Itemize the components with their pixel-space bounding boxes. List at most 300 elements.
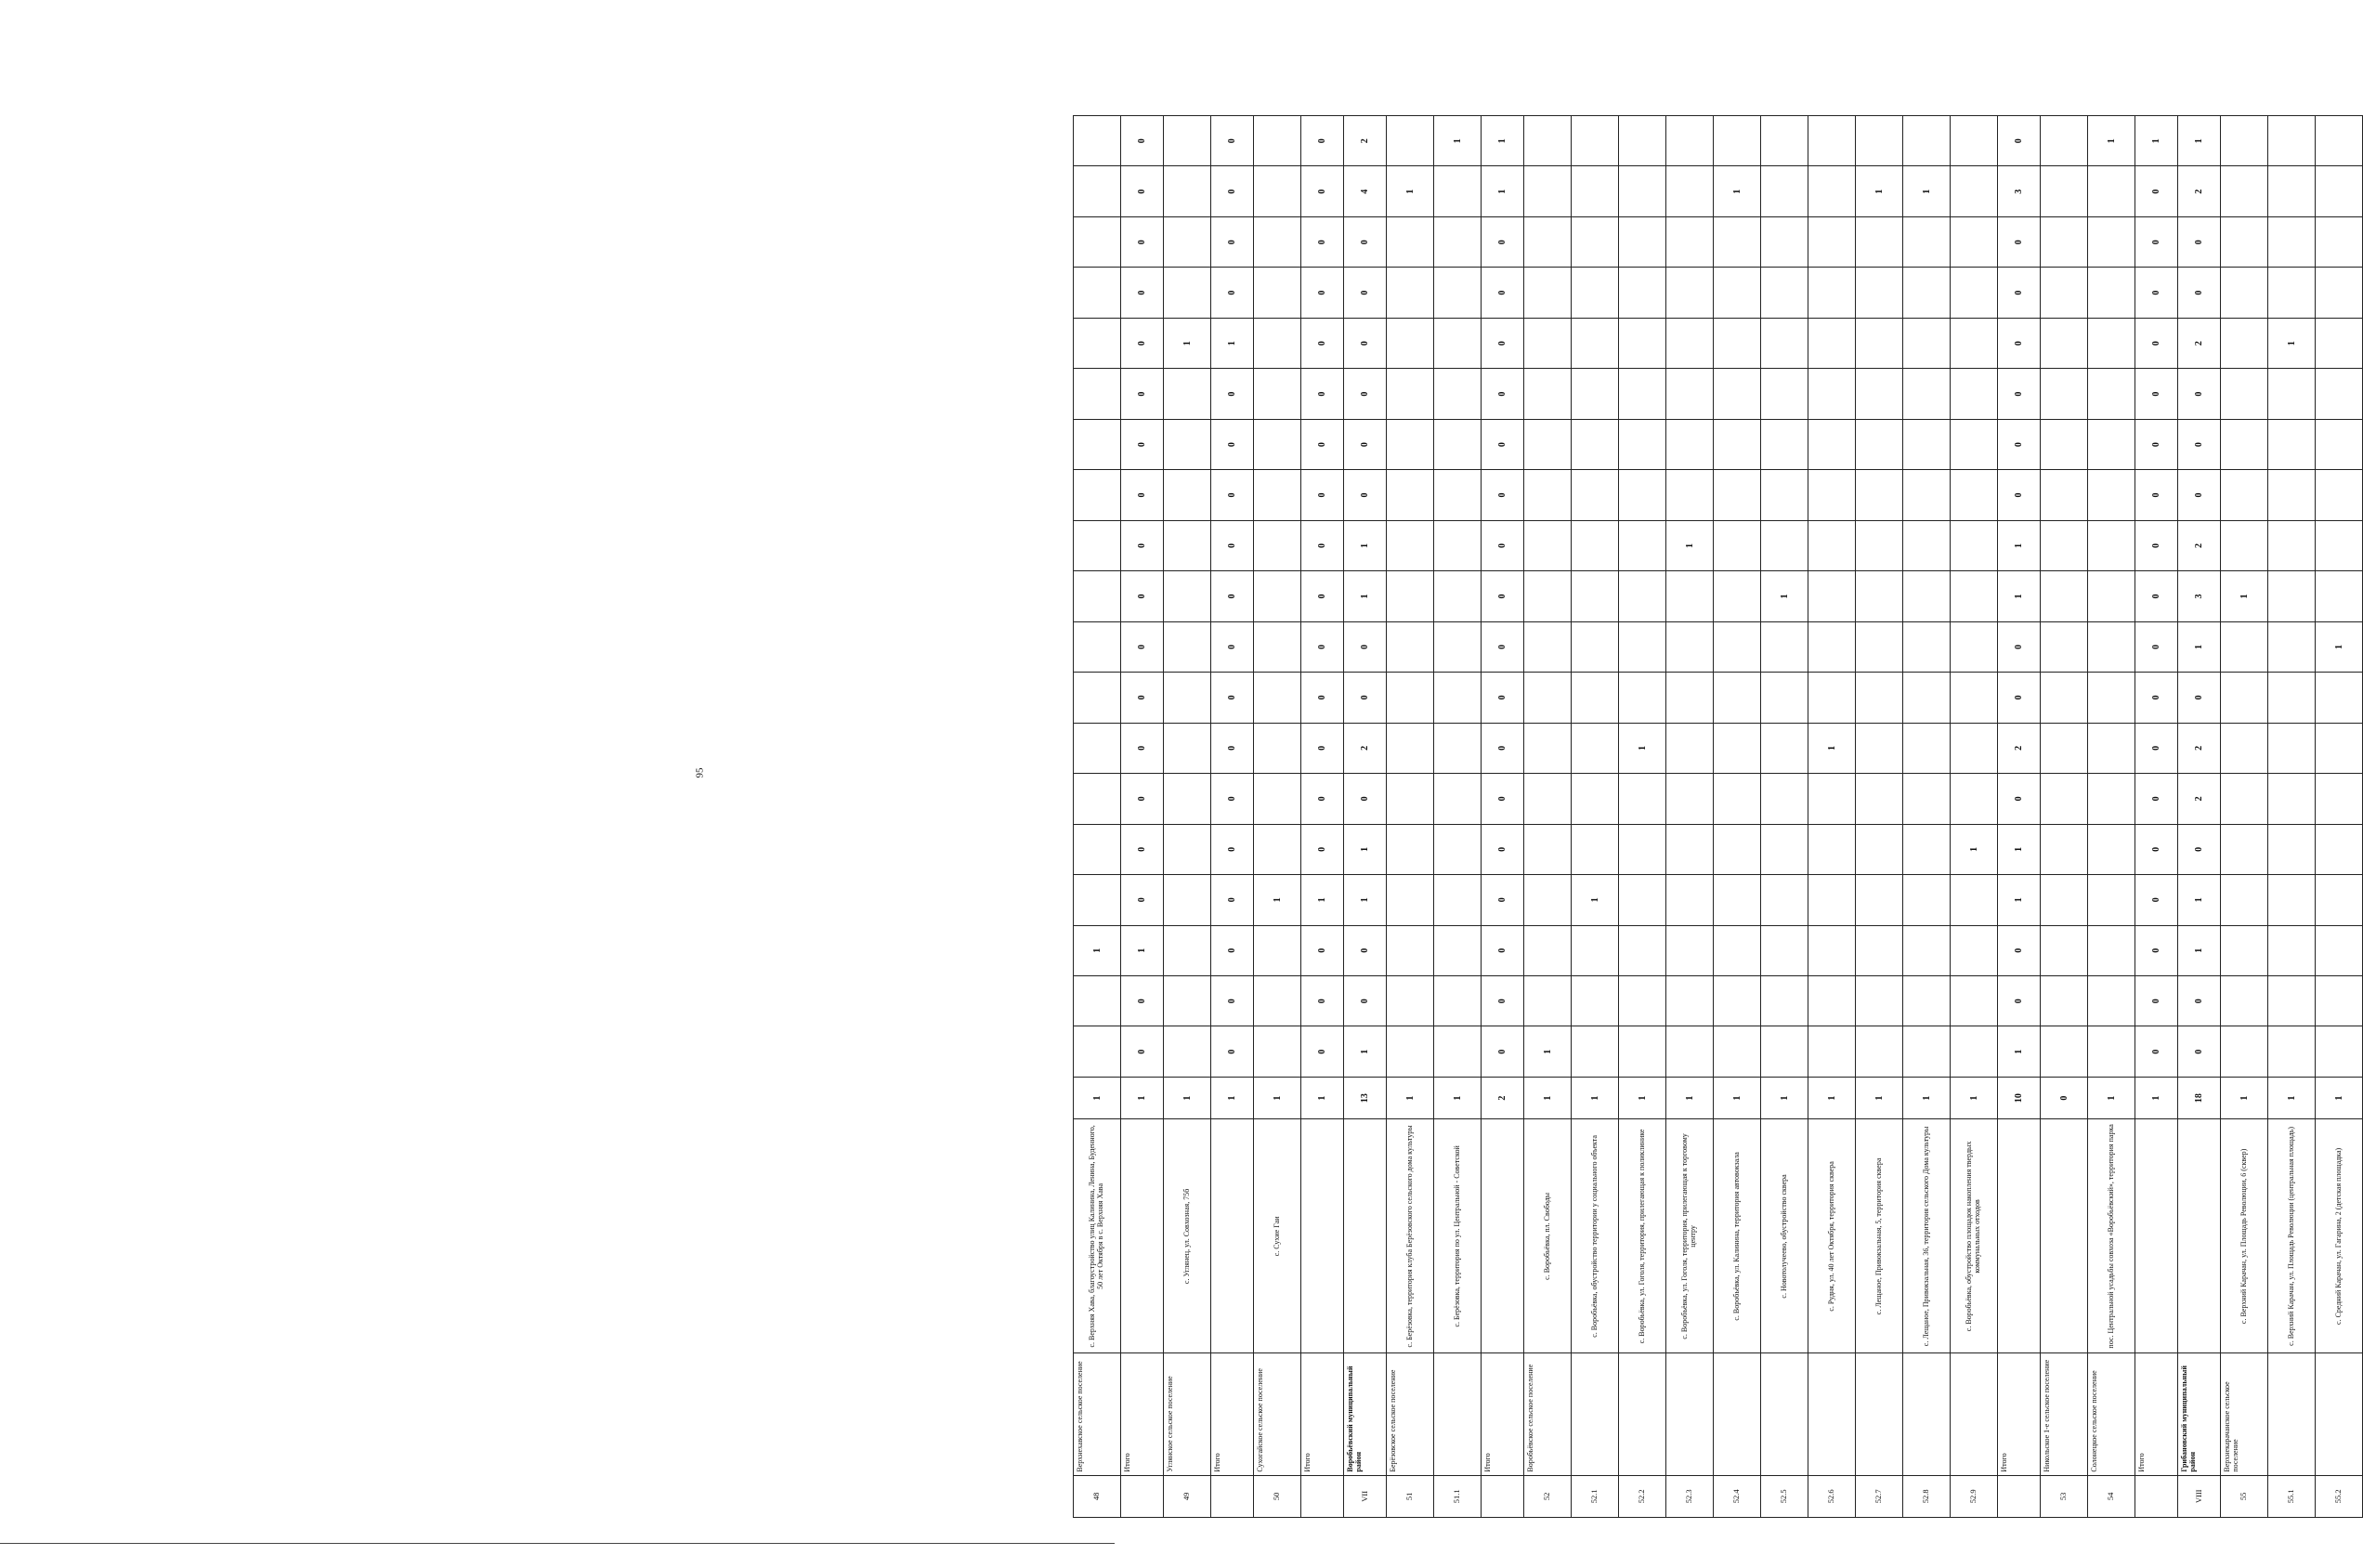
row-value [2221,369,2268,419]
row-value: 0 [1121,116,1164,166]
row-value: 0 [1998,774,2041,824]
row-value [1761,1026,1808,1077]
row-value: 0 [1211,723,1254,773]
row-value: 0 [1121,369,1164,419]
row-value [1524,216,1572,267]
row-value [2268,116,2316,166]
row-value [1254,975,1301,1026]
row-value [1524,925,1572,975]
row-value [1666,975,1714,1026]
row-value [2221,166,2268,216]
row-value [1619,621,1666,672]
row-value [1572,673,1619,723]
row-value [1434,216,1482,267]
row-value [1666,419,1714,469]
row-value [2316,824,2363,874]
row-value [1387,621,1434,672]
row-value: 0 [1211,1026,1254,1077]
table-row [1761,116,1808,1518]
row-value: 0 [1121,520,1164,570]
row-value [1808,369,1856,419]
row-value [1254,369,1301,419]
row-value [1619,925,1666,975]
row-value [2268,673,2316,723]
row-value: 0 [1301,419,1344,469]
row-value [2268,268,2316,318]
row-number: 52.2 [1619,1475,1666,1517]
row-location: с. Новотолучеево, обустройство сквера [1761,1119,1808,1353]
row-value: 1 [1387,166,1434,216]
row-value [2041,216,2088,267]
row-value [1903,673,1951,723]
row-value [2268,1026,2316,1077]
row-value [1666,369,1714,419]
row-value [1434,369,1482,419]
row-value [2088,975,2135,1026]
row-value [1572,369,1619,419]
row-settlement: Итого [1482,1353,1524,1475]
row-value [1761,975,1808,1026]
row-value: 1 [1998,520,2041,570]
row-value: 0 [1211,621,1254,672]
row-value [1387,419,1434,469]
row-value [1951,723,1998,773]
row-value: 0 [1121,216,1164,267]
row-value [2088,824,2135,874]
row-value [1714,723,1761,773]
row-value [2088,1026,2135,1077]
row-value [1572,318,1619,368]
row-number: 52.4 [1714,1475,1761,1517]
row-value: 0 [2135,774,2178,824]
row-value: 0 [1121,166,1164,216]
row-settlement: Берёзовское сельское поселение [1387,1353,1434,1475]
row-value: 0 [1301,1026,1344,1077]
row-value [2221,216,2268,267]
row-value: 0 [1998,116,2041,166]
row-value [2316,216,2363,267]
row-settlement: Воробьёвский муниципальный район [1344,1353,1387,1475]
row-value [2041,369,2088,419]
row-total: 1 [2088,1077,2135,1118]
row-value [2088,318,2135,368]
row-value [1903,1026,1951,1077]
row-location: с. Верхняя Хава, благоустройство улиц Калинина, Ленина, Буденного, 50 лет Октября в с. Верхняя Хава [1074,1119,1121,1353]
row-settlement: Итого [1121,1353,1164,1475]
row-value: 0 [1121,723,1164,773]
row-value [1434,774,1482,824]
row-value [2041,268,2088,318]
row-value [1951,318,1998,368]
row-value [1434,875,1482,925]
row-value [2316,369,2363,419]
row-value: 0 [2135,824,2178,874]
row-value [1856,621,1903,672]
row-total: 1 [1211,1077,1254,1118]
row-value [2316,571,2363,621]
row-value [1903,419,1951,469]
row-value [2316,116,2363,166]
row-value: 0 [1301,520,1344,570]
row-value [1164,774,1211,824]
row-value [1714,369,1761,419]
row-value: 1 [1254,875,1301,925]
row-value: 0 [1301,116,1344,166]
row-value [1074,318,1121,368]
row-value: 0 [1211,975,1254,1026]
row-value [1254,116,1301,166]
row-value: 2 [1344,116,1387,166]
row-settlement [1951,1353,1998,1475]
row-value: 0 [1344,975,1387,1026]
row-value [1434,520,1482,570]
row-settlement: Сухогайское сельское поселение [1254,1353,1301,1475]
row-value [1254,216,1301,267]
row-value [1164,723,1211,773]
row-value: 0 [1301,268,1344,318]
row-value [2268,925,2316,975]
table-row [2268,116,2316,1518]
row-value: 0 [1998,216,2041,267]
row-value: 0 [1121,268,1164,318]
scan-edge [0,1543,1115,1544]
table-row [1254,116,1301,1518]
row-value [1666,166,1714,216]
row-settlement: Никольское 1-е сельское поселение [2041,1353,2088,1475]
row-value [1714,520,1761,570]
row-value [1903,774,1951,824]
row-value [1761,723,1808,773]
table-row [1808,116,1856,1518]
row-value [1666,875,1714,925]
row-value: 0 [2135,470,2178,520]
row-value: 1 [1344,824,1387,874]
row-value: 0 [1482,268,1524,318]
row-value: 1 [1856,166,1903,216]
row-value [1903,925,1951,975]
row-value: 1 [1482,166,1524,216]
row-total: 1 [1301,1077,1344,1118]
row-value: 1 [1434,116,1482,166]
row-value [1714,1026,1761,1077]
row-value [2316,318,2363,368]
row-value [1619,673,1666,723]
row-value [1951,268,1998,318]
row-value [2088,925,2135,975]
row-value: 0 [2135,621,2178,672]
row-value: 0 [2135,571,2178,621]
row-value [1164,268,1211,318]
row-value [1619,216,1666,267]
row-value [1714,975,1761,1026]
row-number: 51.1 [1434,1475,1482,1517]
row-value [1761,419,1808,469]
row-value [1387,1026,1434,1077]
row-settlement [1761,1353,1808,1475]
row-value: 1 [1344,875,1387,925]
row-value [1856,216,1903,267]
row-value: 0 [1121,470,1164,520]
row-value [1714,621,1761,672]
table-row [1524,116,1572,1518]
row-total: 1 [1808,1077,1856,1118]
row-value [1808,318,1856,368]
row-value [1666,571,1714,621]
row-value: 3 [1998,166,2041,216]
row-value: 1 [1714,166,1761,216]
row-value: 0 [2135,369,2178,419]
row-value [2316,723,2363,773]
row-settlement: Итого [1998,1353,2041,1475]
row-value [1254,520,1301,570]
row-total: 1 [2268,1077,2316,1118]
row-value [1254,166,1301,216]
row-value [1074,723,1121,773]
row-number: 52.7 [1856,1475,1903,1517]
row-location: с. Воробьёвка, ул. Калинина, территория автовокзала [1714,1119,1761,1353]
row-value: 0 [1482,571,1524,621]
row-location: с. Воробьёвка, пл. Свободы [1524,1119,1572,1353]
row-value: 0 [1211,925,1254,975]
row-value: 0 [1211,470,1254,520]
row-total: 10 [1998,1077,2041,1118]
row-settlement: Итого [1211,1353,1254,1475]
row-value [1856,419,1903,469]
table-row [1619,116,1666,1518]
row-location: с. Воробьёвка, обустройство площадок накопления твердых коммунальных отходов [1951,1119,1998,1353]
row-value: 0 [2135,268,2178,318]
row-value: 0 [1482,824,1524,874]
row-value [2316,774,2363,824]
row-value [1856,673,1903,723]
row-value [1164,470,1211,520]
row-value [2316,470,2363,520]
row-value [2088,369,2135,419]
row-value [1074,166,1121,216]
data-table [1073,115,2363,1518]
row-settlement: Верхнехавское сельское поселение [1074,1353,1121,1475]
row-value [1524,875,1572,925]
row-number: 52.3 [1666,1475,1714,1517]
row-number: 53 [2041,1475,2088,1517]
row-value: 2 [2178,318,2221,368]
row-value [1524,369,1572,419]
row-value [1524,571,1572,621]
row-value [1903,369,1951,419]
row-value: 0 [1211,369,1254,419]
row-value: 0 [1301,774,1344,824]
row-number: 52 [1524,1475,1572,1517]
row-total: 1 [1856,1077,1903,1118]
row-value [1666,824,1714,874]
row-value: 0 [2135,318,2178,368]
row-value [1619,318,1666,368]
row-value [2221,318,2268,368]
row-value [1761,268,1808,318]
row-settlement [2268,1353,2316,1475]
row-value [1761,621,1808,672]
row-location: с. Рудня, ул. 40 лет Октября, территория сквера [1808,1119,1856,1353]
row-value: 2 [2178,774,2221,824]
row-value [1572,571,1619,621]
row-number [1482,1475,1524,1517]
row-value [1856,824,1903,874]
row-value: 0 [1211,166,1254,216]
row-value: 1 [2088,116,2135,166]
row-value: 0 [2135,875,2178,925]
row-value [1387,520,1434,570]
row-value: 1 [1808,723,1856,773]
row-value [1808,925,1856,975]
table-row [1301,116,1344,1518]
row-value: 0 [1482,1026,1524,1077]
row-number: 49 [1164,1475,1211,1517]
row-value: 0 [2178,975,2221,1026]
row-value [1856,571,1903,621]
row-value [1761,875,1808,925]
row-value: 1 [1301,875,1344,925]
row-value [1164,925,1211,975]
row-value: 0 [1998,419,2041,469]
row-value [1761,520,1808,570]
row-value [1074,216,1121,267]
row-value [2088,268,2135,318]
row-value [1572,925,1619,975]
row-value: 3 [2178,571,2221,621]
row-value [1619,520,1666,570]
row-value [2041,166,2088,216]
row-settlement: Солонецкое сельское поселение [2088,1353,2135,1475]
row-location: с. Воробьёвка, ул. Гоголя, территория, прилегающая к поликлинике [1619,1119,1666,1353]
row-value [1619,1026,1666,1077]
table-row [2041,116,2088,1518]
row-value [1434,673,1482,723]
row-value [1164,1026,1211,1077]
row-total: 0 [2041,1077,2088,1118]
row-value: 0 [1482,216,1524,267]
row-value: 0 [1482,621,1524,672]
row-value: 0 [1121,875,1164,925]
row-value [1714,824,1761,874]
row-value: 0 [1301,925,1344,975]
row-value: 0 [1344,216,1387,267]
row-value: 1 [1761,571,1808,621]
row-value [1074,1026,1121,1077]
row-settlement [1619,1353,1666,1475]
row-total: 1 [1074,1077,1121,1118]
row-value: 0 [1998,369,2041,419]
row-value: 1 [1121,925,1164,975]
row-value [1951,116,1998,166]
row-value [2041,419,2088,469]
row-total: 1 [1761,1077,1808,1118]
row-value [2268,723,2316,773]
row-value [2268,621,2316,672]
row-value: 0 [2135,673,2178,723]
row-total: 1 [1434,1077,1482,1118]
row-value [1434,824,1482,874]
row-value [1074,520,1121,570]
row-value [1387,216,1434,267]
row-settlement [1903,1353,1951,1475]
row-total: 1 [1387,1077,1434,1118]
row-value [1254,268,1301,318]
row-value [2221,419,2268,469]
row-value [1808,875,1856,925]
row-value [2268,824,2316,874]
row-value [1524,723,1572,773]
row-value [1856,116,1903,166]
row-value [1666,318,1714,368]
row-value [2088,571,2135,621]
row-location: с. Воробьёвка, обустройство территории у социального объекта [1572,1119,1619,1353]
row-value: 0 [1301,571,1344,621]
table-row [1211,116,1254,1518]
row-value: 0 [1998,975,2041,1026]
row-settlement: Углянское сельское поселение [1164,1353,1211,1475]
row-number [1121,1475,1164,1517]
row-value [1524,268,1572,318]
row-value: 0 [1344,369,1387,419]
row-value [1074,419,1121,469]
row-value [1951,925,1998,975]
row-value: 0 [1344,925,1387,975]
row-value [2041,116,2088,166]
row-value [1434,975,1482,1026]
row-value: 0 [1482,774,1524,824]
row-value: 0 [1344,774,1387,824]
row-value [1524,673,1572,723]
row-value [1254,318,1301,368]
row-value [2088,723,2135,773]
row-value [1761,925,1808,975]
row-value: 2 [1998,723,2041,773]
row-value [2221,621,2268,672]
row-value [1164,571,1211,621]
table-row [1344,116,1387,1518]
row-number: 55.1 [2268,1475,2316,1517]
row-location [2041,1119,2088,1353]
row-value: 1 [1211,318,1254,368]
row-settlement [1808,1353,1856,1475]
row-value [1164,216,1211,267]
row-value [1714,774,1761,824]
row-value [1808,824,1856,874]
row-number: 52.9 [1951,1475,1998,1517]
row-value [1619,774,1666,824]
table-row [1482,116,1524,1518]
rotated-table [1073,115,2344,1518]
row-value [1856,1026,1903,1077]
row-value: 1 [1951,824,1998,874]
row-value: 0 [1121,673,1164,723]
row-value [2088,419,2135,469]
row-value: 1 [1998,571,2041,621]
row-value [1903,318,1951,368]
row-value: 0 [1301,166,1344,216]
row-value [1074,571,1121,621]
row-number: VIII [2178,1475,2221,1517]
row-value: 1 [2221,571,2268,621]
row-value: 0 [2178,1026,2221,1077]
row-value [1254,419,1301,469]
row-value: 0 [1482,419,1524,469]
row-value [2316,419,2363,469]
row-value [1903,470,1951,520]
row-value [1164,419,1211,469]
row-value: 0 [1482,470,1524,520]
row-value [1714,318,1761,368]
